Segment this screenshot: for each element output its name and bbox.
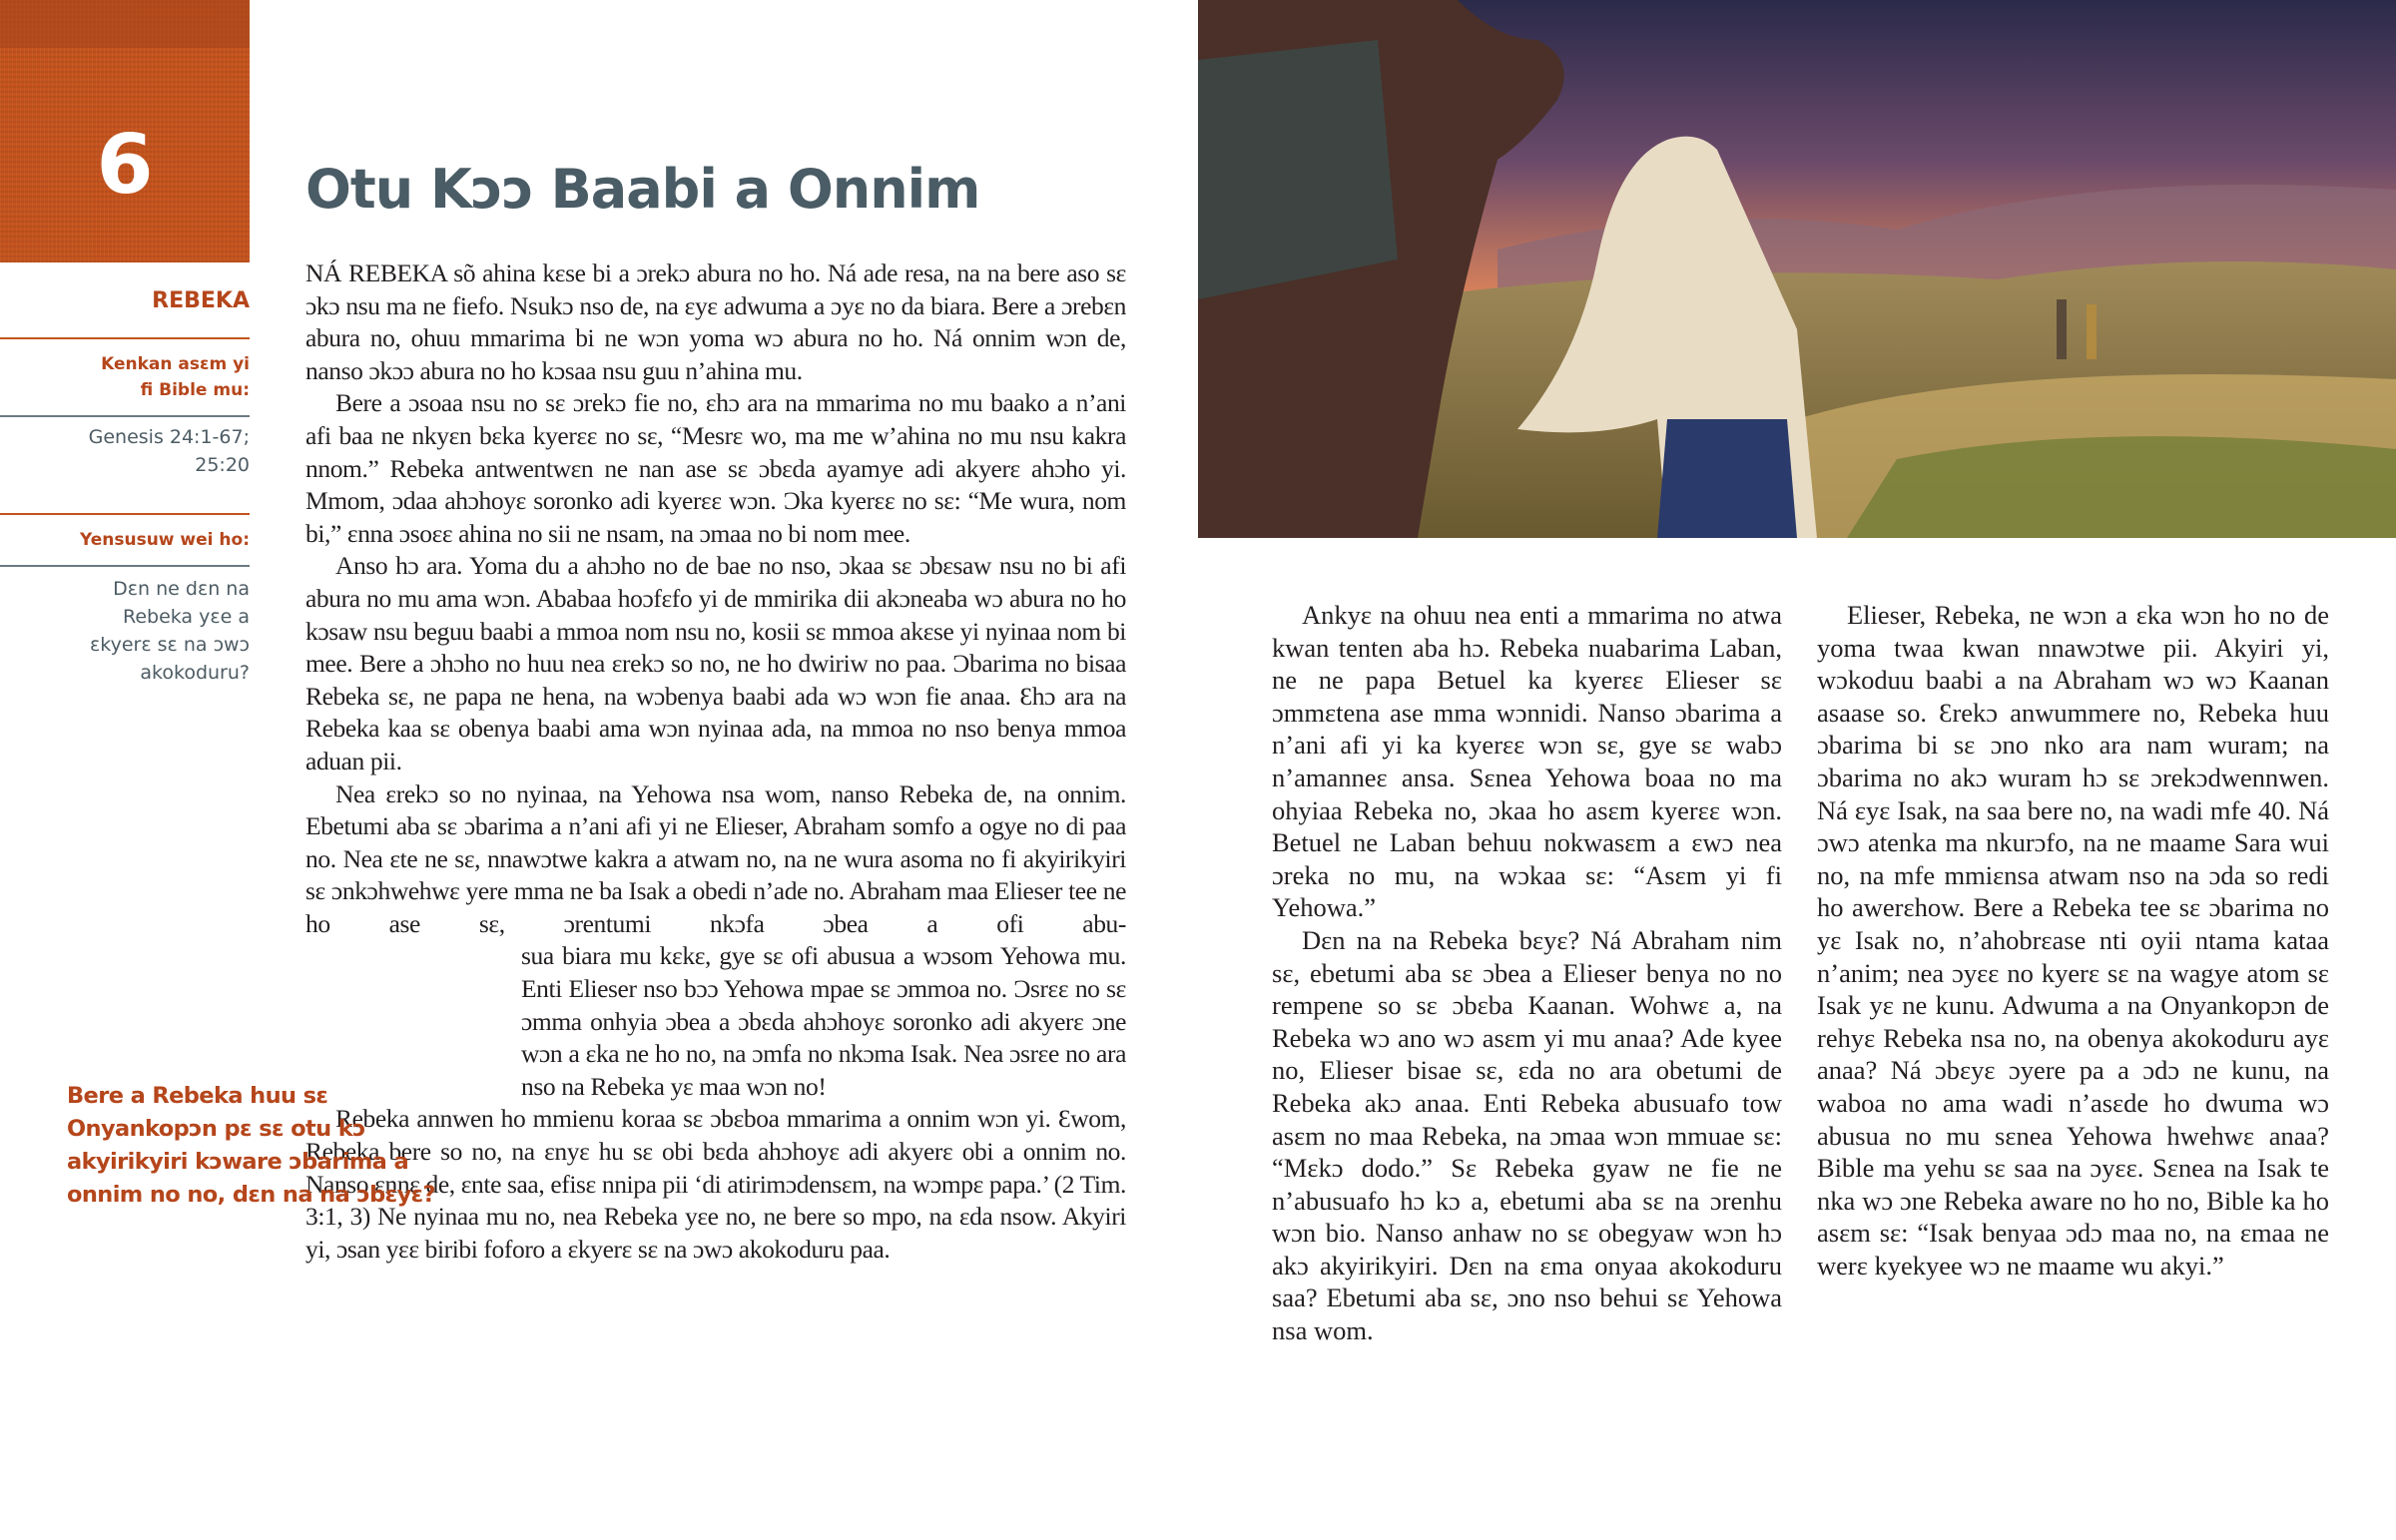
- paragraph: Bere a ɔsoaa nsu no sɛ ɔrekɔ fie no, ɛhɔ ara na mmarima no mu baako a n’ani afi baa ne nkyɛn bɛka kyerɛɛ no sɛ, “Mesrɛ wo, ma me w’ahina no mu nsu kakra nnom.” Rebeka antwentwɛn ne nan ase sɛ ɔbɛda ayamye adi akyerɛ ahɔho yi. Mmom, ɔdaa ahɔhoyɛ soronko adi kyerɛɛ wɔn. Ɔka kyerɛɛ no sɛ: “Me wura, nom bi,” ɛnna ɔsoɛɛ ahina no sii ne nsam, na ɔmaa no bi nom mee.: [305, 388, 1126, 548]
- paragraph: Nea ɛrekɔ so no nyinaa, na Yehowa nsa wom, nanso Rebeka de, na onnim. Ebetumi aba sɛ ɔbarima a n’ani afi yi ne Elieser, Abraham somfo a ogye no di paa no. Nea ɛte ne sɛ, nnawɔtwe kakra a atwam no, na ne wura asoma no fi akyirikyiri sɛ ɔnkɔhwehwɛ yere mma ne ba Isak a obedi n’ade no. Abraham maa Elieser tee ne ho ase sɛ, ɔrentumi nkɔfa ɔbea a ofi abu-: [305, 778, 1126, 938]
- paragraph: Dɛn na na Rebeka bɛyɛ? Ná Abraham nim sɛ, ebetumi aba sɛ ɔbea a Elieser benya no no rempene so sɛ ɔbɛba Kaanan. Wohwɛ a, na Rebeka wɔ ano wɔ asɛm yi mu anaa? Ade kyee no, Elieser bisae sɛ, ɛda no ara obetumi de Rebeka akɔ anaa. Enti Rebeka abusuafo tow asɛm no maa Rebeka, na ɔmaa wɔn mmuae sɛ: “Mɛkɔ dodo.” Sɛ Rebeka gyaw ne fie ne n’abusuafo hɔ kɔ a, ebetumi aba sɛ na ɔrenhu wɔn bio. Nanso anhaw no sɛ obegyaw wɔn hɔ akɔ akyirikyiri. Dɛn na ɛma onyaa akokoduru saa? Ebetumi aba sɛ, ɔno nso behui sɛ Yehowa nsa wom.: [1272, 924, 1782, 1346]
- sidebar-person-name: REBEKA: [152, 288, 250, 313]
- sidebar: [0, 262, 250, 695]
- paragraph: Anso hɔ ara. Yoma du a ahɔho no de bae no nso, ɔkaa sɛ ɔbɛsaw nsu no bi afi abura no mu ama wɔn. Ababaa hoɔfɛfo yi de mmirika dii akɔneaba wɔ abura no ho kɔsaw nsu beguu baabi a mmoa nom nsu no, kosii sɛ mmoa akɛse yi nyinaa nom bi mee. Bere a ɔhɔho no huu nea ɛrekɔ so no, ne ho dwiriw no paa. Ɔbarima no bisaa Rebeka sɛ, ne papa ne hena, na wɔbenya baabi ada wɔ wɔn fie anaa. Ɛhɔ ara na Rebeka kaa sɛ obenya baabi ama wɔn nyinaa ada, na mmoa no nso benya mmoa aduan pii.: [305, 551, 1126, 775]
- text-column-1: [1272, 599, 1782, 1347]
- chapter-number: 6: [96, 118, 154, 213]
- rebekah-camel-illustration: [1198, 0, 2396, 538]
- page-title: Otu Kɔɔ Baabi a Onnim: [305, 158, 980, 221]
- paragraph: Elieser, Rebeka, ne wɔn a ɛka wɔn ho no de yoma twaa kwan nnawɔtwe pii. Akyiri yi, wɔkoduu baabi a na Abraham wɔ wɔ Kaanan asaase so. Ɛrekɔ anwummere no, Rebeka huu ɔbarima bi sɛ ɔno nko ara nam wuram; na ɔbarima no akɔ wuram hɔ sɛ ɔrekɔdwennwen. Ná ɛyɛ Isak, na saa bere no, na wadi mfe 40. Ná ɔwɔ atenka ma nkurɔfo, na ne maame Sara wui no, na mfe mmiɛnsa atwam nso na ɔda so redi ho awerɛhow. Bere a Rebeka tee sɛ ɔbarima no yɛ Isak no, n’ahobrɛase nti oyii ntama kataa n’anim; nea ɔyɛɛ no kyerɛ sɛ na wagye atom sɛ Isak yɛ ne kunu. Adwuma a na Onyankopɔn de rehyɛ Rebeka nsa no, na obenya akokoduru ayɛ anaa? Ná ɔbɛyɛ ɔyere pa a ɔdɔ ne kunu, na waboa no ama wadi n’asɛde ho dwuma wɔ abusua no mu sɛnea Yehowa hwehwɛ anaa? Bible ma yehu sɛ saa na ɔyɛɛ. Sɛnea na Isak te nka wɔ ɔne Rebeka aware no ho no, Bible ka ho asɛm sɛ: “Isak benyaa ɔdɔ maa no, na ɛmaa ne werɛ kyekyee wɔ ne maame wu akyi.”: [1817, 600, 2329, 1281]
- think-label: Yensusuw wei ho:: [79, 530, 250, 550]
- reflection-question: Dɛn ne dɛn na Rebeka yɛe a ɛkyerɛ sɛ na ɔwɔ akokoduru?: [90, 578, 250, 684]
- paragraph: NÁ REBEKA sõ ahina kɛse bi a ɔrekɔ abura no ho. Ná ade resa, na na bere aso sɛ ɔkɔ nsu ma ne fiefo. Nsukɔ nso de, na ɛyɛ adwuma a ɔyɛ no da biara. Bere a ɔrebɛn abura no, ohuu mmarima bi ne wɔn yoma wɔ abura no ho. Ná onnim wɔn de, nanso ɔkɔɔ abura no ho kɔsaa nsu guu n’ahina mu.: [305, 258, 1126, 385]
- scripture-reference: Genesis 24:1-67; 25:20: [88, 426, 250, 476]
- pull-quote: Bere a Rebeka huu sɛ Onyankopɔn pɛ sɛ otu kɔ akyirikyiri kɔware ɔbarima a onnim no no, dɛn na na ɔbɛyɛ?: [67, 1083, 436, 1208]
- paragraph: Ankyɛ na ohuu nea enti a mmarima no atwa kwan tenten aba hɔ. Rebeka nuabarima Laban, ne ne papa Betuel ka kyerɛɛ Elieser sɛ ɔmmɛtena ase mma wɔnnidi. Nanso ɔbarima a n’ani afi yi ka kyerɛɛ wɔn sɛ, gye sɛ wabɔ n’amanneɛ ansa. Sɛnea Yehowa boaa no ma ohyiaa Rebeka no, ɔkaa ho asɛm kyerɛɛ wɔn. Betuel ne Laban behuu nokwasɛm a ɛwɔ nea ɔreka no mu, na wɔkaa sɛ: “Asɛm yi fi Yehowa.”: [1272, 600, 1782, 923]
- paragraph-continuation: sua biara mu kɛkɛ, gye sɛ ofi abusua a wɔsom Yehowa mu. Enti Elieser nso bɔɔ Yehowa mpae sɛ ɔmmoa no. Ɔsrɛɛ no sɛ ɔmma onhyia ɔbea a ɔbɛda ahɔhoyɛ soronko adi akyerɛ ɔne wɔn a ɛka ne ho no, na ɔmfa no nkɔma Isak. Nea ɔsrɛe no ara nso na Rebeka yɛ maa wɔn no!: [521, 941, 1126, 1101]
- paragraph: Rebeka annwen ho mmienu koraa sɛ ɔbɛboa mmarima a onnim wɔn yi. Ɛwom, Rebeka bere so no, na ɛnyɛ hu sɛ obi bɛda ahɔhoyɛ adi akyerɛ obi a onnim no. Nanso ɛnnɛ de, ɛnte saa, efisɛ nnipa pii ‘di atirimɔdensɛm, na wɔmpɛ papa.’ (2 Tim. 3:1, 3) Ne nyinaa mu no, nea Rebeka yɛe no, ne bere so mpo, na ɛda nsow. Akyiri yi, ɔsan yɛɛ biribi foforo a ɛkyerɛ sɛ na ɔwɔ akokoduru paa.: [305, 1104, 1126, 1264]
- read-label: Kenkan asɛm yi fi Bible mu:: [101, 354, 250, 400]
- chapter-number-box: [0, 0, 250, 262]
- illustration-svg: [1198, 0, 2396, 538]
- text-column-2: [1817, 599, 2329, 1282]
- chapter-box-texture: [0, 0, 250, 48]
